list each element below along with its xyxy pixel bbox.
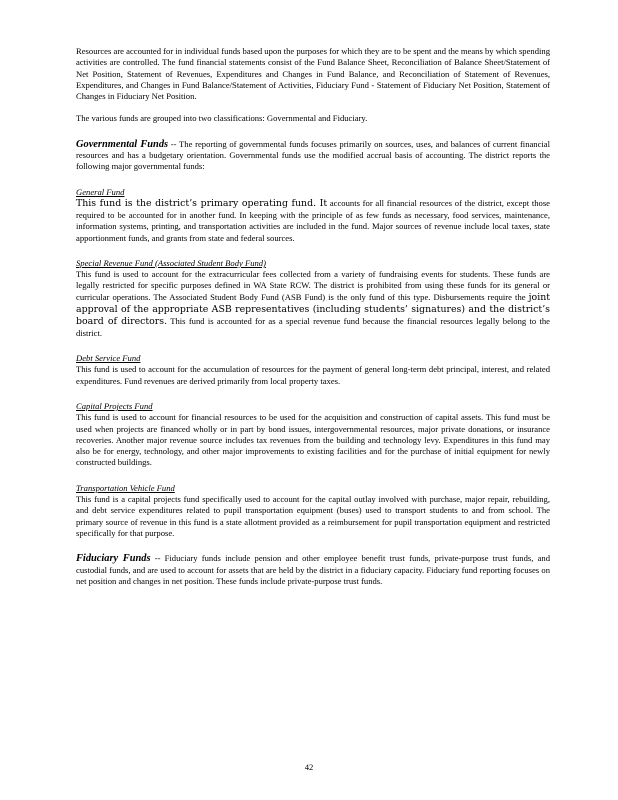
special-revenue-heading: Special Revenue Fund (Associated Student Body Fund) bbox=[76, 257, 266, 268]
classification-paragraph: The various funds are grouped into two classifications: Governmental and Fiduciary. bbox=[76, 113, 368, 124]
document-page bbox=[76, 46, 550, 587]
debt-service-heading-line bbox=[76, 353, 550, 364]
special-revenue-text-2: This fund is accounted for as a special revenue fund because the financial resources legally belong to the district. bbox=[76, 315, 550, 338]
fiduciary-section bbox=[76, 553, 550, 587]
general-fund-paragraph bbox=[76, 198, 550, 244]
governmental-section bbox=[76, 139, 550, 173]
fiduciary-heading: Fiduciary Funds bbox=[76, 553, 151, 565]
capital-projects-heading-line bbox=[76, 401, 550, 412]
special-revenue-text-1: This fund is used to account for the extracurricular fees collected from a variety of fundraising events for students. These funds are legally restricted for specific purposes defined in WA State RCW. The district is prohibited from using these funds for its general or curricular operations. The Associated Student Body Fund (ASB Fund) is the only fund of this type. Disbursements require the bbox=[76, 269, 550, 302]
fiduciary-text: -- Fiduciary funds include pension and other employee benefit trust funds, private-purpose trust funds, and custodial funds, and are used to account for assets that are held by the district in a fiduciary capacity. Fiduciary fund reporting focuses on net position and changes in net position. These funds include private-purpose trust funds. bbox=[76, 553, 550, 586]
special-revenue-lead: joint approval of the appropriate ASB representatives (including students’ signatures) and the district’s board of directors. bbox=[76, 291, 550, 327]
governmental-heading: Governmental Funds bbox=[76, 138, 169, 150]
intro-paragraph: Resources are accounted for in individual funds based upon the purposes for which they are to be spent and the means by which spending activities are controlled. The fund financial statements consist of the Fund Balance Sheet, Reconciliation of Balance Sheet/Statement of Net Position, Statement of Revenues, Expenditures and Changes in Fund Balance, and Reconciliation of Statement of Revenues, Expenditures, and Changes in Fund Balance/Statement of Activities, Fiduciary Fund - Statement of Fiduciary Net Position, Statement of Changes in Fiduciary Net Position. bbox=[76, 46, 550, 102]
general-fund-lead: This fund is the district’s primary operating fund. It bbox=[76, 197, 328, 209]
capital-projects-heading: Capital Projects Fund bbox=[76, 400, 153, 411]
governmental-text: -- The reporting of governmental funds focuses primarily on sources, uses, and balances of current financial resources and has a budgetary orientation. Governmental funds use the modified accrual basis of accounting. The district reports the following major governmental funds: bbox=[76, 138, 550, 172]
transportation-heading-line bbox=[76, 483, 550, 494]
transportation-paragraph: This fund is a capital projects fund specifically used to account for the capital outlay involved with purchase, major repair, rebuilding, and debt service expenditures related to pupil transportation equipment (buses) used to transport students to and from school. The primary source of revenue in this fund is a state allotment provided as a reimbursement for pupil transportation equipment and restricted specifically for that purpose. bbox=[76, 494, 550, 538]
capital-projects-paragraph: This fund is used to account for financial resources to be used for the acquisition and construction of capital assets. This fund must be used when projects are financed wholly or in part by bond issues, intergovernmental resources, major private donations, or insurance recoveries. Another major revenue source includes tax revenues from the building and technology levy. Expenditures in this fund may also be for energy, technology, and other major improvements to existing facilities and for the purchase of initial equipment for newly constructed buildings. bbox=[76, 412, 550, 468]
transportation-heading: Transportation Vehicle Fund bbox=[76, 482, 175, 493]
page-number: 42 bbox=[304, 762, 314, 772]
debt-service-heading: Debt Service Fund bbox=[76, 353, 141, 364]
special-revenue-paragraph bbox=[76, 269, 550, 339]
debt-service-paragraph: This fund is used to account for the accumulation of resources for the payment of general long-term debt principal, interest, and related expenditures. Fund revenues are derived primarily from local property taxes. bbox=[76, 364, 550, 386]
general-fund-heading: General Fund bbox=[76, 186, 125, 197]
special-revenue-heading-line bbox=[76, 258, 550, 269]
general-fund-heading-line bbox=[76, 187, 550, 198]
general-fund-text: accounts for all financial resources of the district, except those required to be accounted for in another fund. In keeping with the principle of as few funds as necessary, food services, maintenance, information systems, printing, and transportation activities are included in the fund. Major sources of revenue include local taxes, state apportionment funds, and grants from state and federal sources. bbox=[76, 197, 550, 243]
